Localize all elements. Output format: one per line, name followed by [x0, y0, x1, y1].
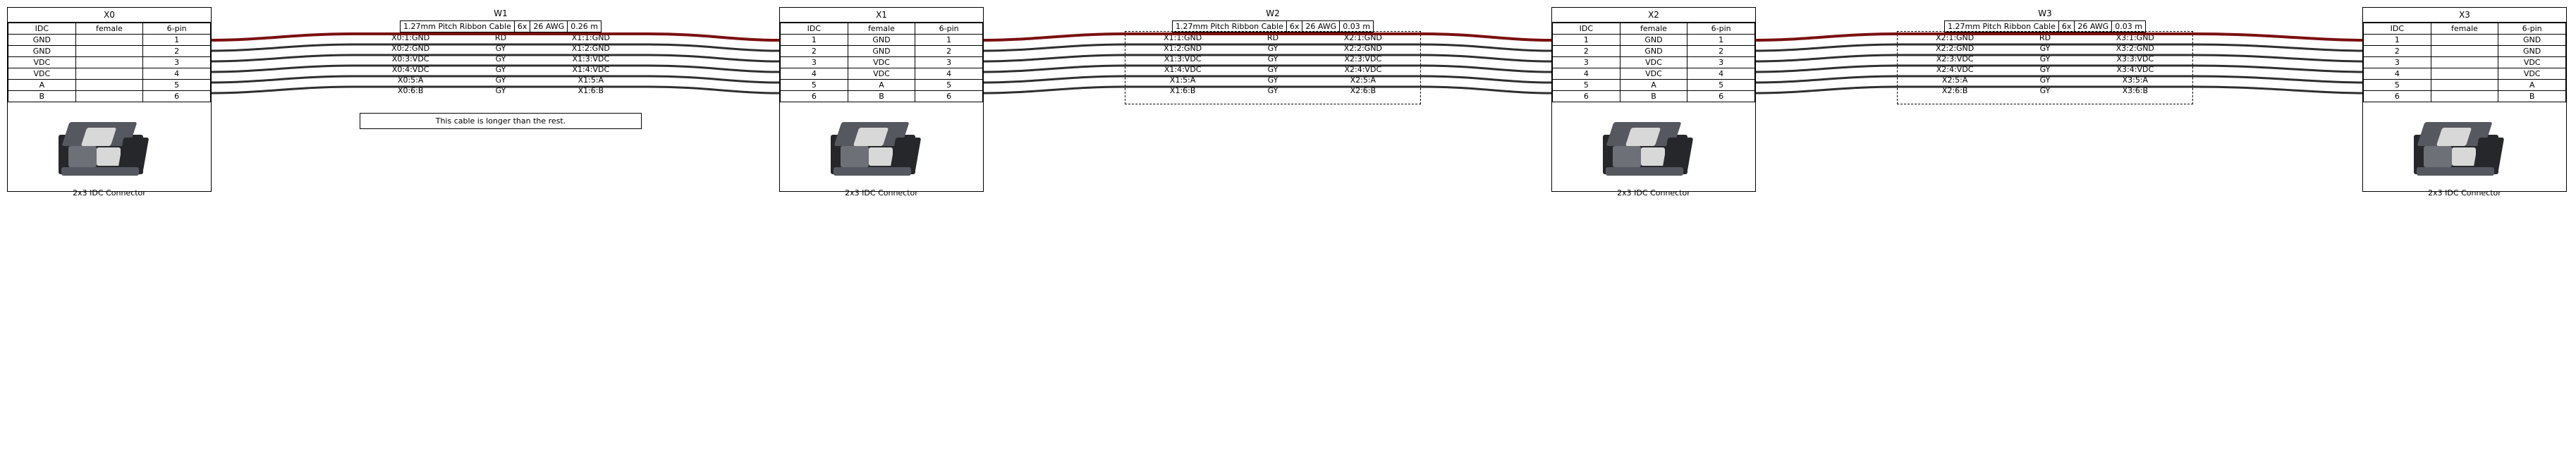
cable-w3-title: W3 — [2038, 8, 2052, 18]
wire-right-label: X3:3:VDC — [2116, 54, 2154, 63]
cable-w1-spec — [400, 20, 602, 32]
cell: VDC — [2498, 57, 2566, 68]
cable-spec-type: 1.27mm Pitch Ribbon Cable — [1945, 21, 2059, 32]
cell: 3 — [143, 57, 211, 68]
wire-right-label: X2:2:GND — [1343, 44, 1382, 53]
cell: B — [848, 91, 915, 102]
wire-left-label: X1:6:B — [1169, 86, 1196, 95]
cell: VDC — [848, 68, 915, 80]
cell: GND — [848, 35, 915, 46]
cable-spec-gauge: 26 AWG — [1302, 21, 1340, 32]
table-row — [781, 68, 983, 80]
cell: 1 — [1687, 35, 1755, 46]
cell: A — [1620, 80, 1687, 91]
cell: 6 — [915, 91, 983, 102]
table-row — [781, 35, 983, 46]
wire-row — [1125, 85, 1421, 96]
wire-row — [353, 85, 649, 96]
cable-w2-title: W2 — [1266, 8, 1280, 18]
connector-x2[interactable] — [1551, 7, 1756, 198]
cell — [75, 57, 143, 68]
wire-color-code: GY — [2039, 86, 2051, 95]
cell: 6 — [143, 91, 211, 102]
cell — [75, 91, 143, 102]
cable-w1-title: W1 — [494, 8, 508, 18]
table-row — [2364, 46, 2566, 57]
cell: 4 — [1687, 68, 1755, 80]
table-row — [2364, 57, 2566, 68]
cell — [75, 68, 143, 80]
cell — [75, 80, 143, 91]
wire-color-code: GY — [2039, 65, 2051, 74]
connector-x1-header-1: female — [848, 23, 915, 35]
wire-left-label: X0:5:A — [397, 75, 424, 85]
wire-color-code: RD — [2039, 33, 2051, 42]
connector-x2-header-0: IDC — [1553, 23, 1620, 35]
cell: 5 — [1687, 80, 1755, 91]
wire-color-code: GY — [495, 65, 506, 74]
idc-connector-image — [2408, 107, 2521, 180]
table-row — [1553, 57, 1755, 68]
connector-x1-photo — [780, 102, 983, 186]
connector-x2-pin-table — [1552, 23, 1755, 102]
cell: B — [2498, 91, 2566, 102]
table-row — [8, 46, 211, 57]
cell: 2 — [915, 46, 983, 57]
cell: 2 — [781, 46, 848, 57]
connector-x0-footer: 2x3 IDC Connector — [73, 188, 146, 198]
wire-row — [353, 32, 649, 43]
wire-left-label: X2:1:GND — [1936, 33, 1974, 42]
wire-row — [1125, 64, 1421, 75]
connector-x0-title: X0 — [8, 8, 211, 23]
cell: GND — [1620, 35, 1687, 46]
cell — [2431, 68, 2498, 80]
wire-color-code: GY — [495, 75, 506, 85]
cable-spec-gauge: 26 AWG — [2075, 21, 2112, 32]
wire-right-label: X1:4:VDC — [572, 65, 610, 74]
wire-left-label: X1:3:VDC — [1164, 54, 1202, 63]
connector-x3-pin-table — [2363, 23, 2566, 102]
cable-spec-type: 1.27mm Pitch Ribbon Cable — [401, 21, 515, 32]
table-row — [2364, 91, 2566, 102]
cell: 3 — [2364, 57, 2431, 68]
table-row — [781, 80, 983, 91]
wire-row — [1125, 54, 1421, 64]
cell — [2431, 35, 2498, 46]
wire-right-label: X1:5:A — [578, 75, 604, 85]
cell — [75, 46, 143, 57]
table-row — [1553, 91, 1755, 102]
cable-w2[interactable] — [1125, 7, 1421, 106]
wire-row — [1125, 43, 1421, 54]
cell: 1 — [781, 35, 848, 46]
wire-color-code: RD — [494, 33, 507, 42]
cell: 2 — [143, 46, 211, 57]
cable-spec-length: 0.03 m — [1340, 21, 1374, 32]
connector-x3-photo — [2363, 102, 2566, 186]
wire-right-label: X1:3:VDC — [572, 54, 610, 63]
wire-row — [353, 64, 649, 75]
wire-color-code: GY — [1267, 44, 1278, 53]
cell: GND — [1620, 46, 1687, 57]
cell: GND — [2498, 35, 2566, 46]
cable-w2-wire-labels — [1125, 32, 1421, 96]
cell: 3 — [1687, 57, 1755, 68]
wire-right-label: X3:4:VDC — [2116, 65, 2154, 74]
table-row — [781, 57, 983, 68]
cell: B — [1620, 91, 1687, 102]
cable-w1[interactable] — [353, 7, 649, 126]
wire-right-label: X2:6:B — [1350, 86, 1376, 95]
cell — [75, 35, 143, 46]
cell: 3 — [1553, 57, 1620, 68]
wire-row — [1897, 75, 2193, 85]
cell: 6 — [2364, 91, 2431, 102]
wire-row — [1897, 32, 2193, 43]
connector-x1-footer: 2x3 IDC Connector — [845, 188, 918, 198]
table-row — [1553, 35, 1755, 46]
cell — [2431, 91, 2498, 102]
cell: VDC — [2498, 68, 2566, 80]
wire-right-label: X1:2:GND — [571, 44, 610, 53]
wire-color-code: GY — [1267, 54, 1278, 63]
wire-right-label: X2:4:VDC — [1344, 65, 1382, 74]
wire-row — [1897, 54, 2193, 64]
cable-spec-gauge: 26 AWG — [530, 21, 568, 32]
connector-x0-header-0: IDC — [8, 23, 76, 35]
connector-x0[interactable] — [7, 7, 212, 198]
wire-left-label: X1:1:GND — [1164, 33, 1202, 42]
table-row — [781, 46, 983, 57]
connector-x1-pin-table — [780, 23, 983, 102]
connector-x2-header-1: female — [1620, 23, 1687, 35]
wire-right-label: X1:1:GND — [571, 33, 610, 42]
wire-color-code: GY — [2039, 54, 2051, 63]
connector-x2-footer: 2x3 IDC Connector — [1617, 188, 1690, 198]
table-row — [8, 57, 211, 68]
connector-x2-photo — [1552, 102, 1755, 186]
wire-row — [353, 75, 649, 85]
table-row — [781, 91, 983, 102]
cell: 4 — [1553, 68, 1620, 80]
wire-right-label: X3:5:A — [2122, 75, 2149, 85]
connector-x1-header-2: 6-pin — [915, 23, 983, 35]
connector-x3[interactable] — [2362, 7, 2567, 198]
table-row — [1553, 68, 1755, 80]
connector-x3-header-2: 6-pin — [2498, 23, 2566, 35]
connector-x2-header-2: 6-pin — [1687, 23, 1755, 35]
idc-connector-image — [53, 107, 166, 180]
cell: 2 — [1687, 46, 1755, 57]
cell: A — [848, 80, 915, 91]
wire-row — [1125, 75, 1421, 85]
wire-row — [353, 43, 649, 54]
wire-color-code: GY — [495, 54, 506, 63]
cell: 6 — [1553, 91, 1620, 102]
wire-color-code: GY — [1267, 65, 1278, 74]
cell: 2 — [1553, 46, 1620, 57]
cell: 5 — [915, 80, 983, 91]
table-row — [1553, 80, 1755, 91]
cell: 4 — [781, 68, 848, 80]
connector-x0-photo — [8, 102, 211, 186]
wire-left-label: X0:4:VDC — [391, 65, 429, 74]
connector-x0-pin-table — [8, 23, 211, 102]
cell: 6 — [1687, 91, 1755, 102]
cell: GND — [2498, 46, 2566, 57]
wire-row — [1897, 43, 2193, 54]
cell: 1 — [915, 35, 983, 46]
connector-x0-header-2: 6-pin — [143, 23, 211, 35]
cell: GND — [8, 35, 76, 46]
cable-spec-length: 0.03 m — [2112, 21, 2146, 32]
wire-color-code: GY — [1267, 86, 1278, 95]
cell: VDC — [1620, 57, 1687, 68]
connector-x3-header-0: IDC — [2364, 23, 2431, 35]
wire-left-label: X0:2:GND — [391, 44, 430, 53]
wire-left-label: X1:5:A — [1169, 75, 1196, 85]
table-row — [2364, 68, 2566, 80]
cell: 1 — [1553, 35, 1620, 46]
cell: 4 — [2364, 68, 2431, 80]
connector-x1-title: X1 — [780, 8, 983, 23]
cell: 2 — [2364, 46, 2431, 57]
wire-right-label: X3:1:GND — [2116, 33, 2154, 42]
wire-color-code: GY — [495, 44, 506, 53]
cell — [2431, 80, 2498, 91]
wire-right-label: X2:3:VDC — [1344, 54, 1382, 63]
wire-left-label: X0:1:GND — [391, 33, 430, 42]
idc-connector-image — [825, 107, 938, 180]
wire-left-label: X2:4:VDC — [1936, 65, 1974, 74]
cell — [2431, 57, 2498, 68]
wire-left-label: X2:5:A — [1941, 75, 1968, 85]
cell: 3 — [781, 57, 848, 68]
cell: 1 — [2364, 35, 2431, 46]
connector-x1-header-0: IDC — [781, 23, 848, 35]
table-row — [2364, 80, 2566, 91]
cell: 1 — [143, 35, 211, 46]
wire-color-code: GY — [2039, 75, 2051, 85]
wire-color-code: GY — [2039, 44, 2051, 53]
cell — [2431, 46, 2498, 57]
cell: 5 — [1553, 80, 1620, 91]
cell: GND — [848, 46, 915, 57]
wire-color-code: GY — [1267, 75, 1278, 85]
wire-right-label: X2:5:A — [1350, 75, 1376, 85]
cell: GND — [8, 46, 76, 57]
wire-right-label: X3:2:GND — [2116, 44, 2154, 53]
cell: VDC — [1620, 68, 1687, 80]
cell: VDC — [8, 57, 76, 68]
cable-w3[interactable] — [1897, 7, 2193, 106]
cell: 6 — [781, 91, 848, 102]
table-row — [2364, 35, 2566, 46]
connector-x0-header-1: female — [75, 23, 143, 35]
cell: B — [8, 91, 76, 102]
wire-right-label: X3:6:B — [2122, 86, 2149, 95]
wire-row — [353, 54, 649, 64]
cell: A — [8, 80, 76, 91]
cell: VDC — [8, 68, 76, 80]
table-row — [1553, 46, 1755, 57]
wire-left-label: X2:2:GND — [1936, 44, 1974, 53]
table-row — [8, 80, 211, 91]
cell: 4 — [915, 68, 983, 80]
wire-row — [1897, 85, 2193, 96]
cell: 5 — [781, 80, 848, 91]
cable-w1-note: This cable is longer than the rest. — [360, 113, 642, 129]
idc-connector-image — [1597, 107, 1710, 180]
cell: 5 — [2364, 80, 2431, 91]
cable-spec-count: 6x — [1286, 21, 1302, 32]
connector-x3-title: X3 — [2363, 8, 2566, 23]
cable-spec-type: 1.27mm Pitch Ribbon Cable — [1173, 21, 1287, 32]
wire-left-label: X1:2:GND — [1164, 44, 1202, 53]
wire-left-label: X1:4:VDC — [1164, 65, 1202, 74]
cell: 5 — [143, 80, 211, 91]
cable-spec-count: 6x — [2058, 21, 2075, 32]
table-row — [8, 35, 211, 46]
wire-right-label: X1:6:B — [578, 86, 604, 95]
cell: VDC — [848, 57, 915, 68]
wire-left-label: X0:3:VDC — [391, 54, 429, 63]
cable-spec-count: 6x — [514, 21, 530, 32]
connector-x2-title: X2 — [1552, 8, 1755, 23]
table-row — [8, 68, 211, 80]
connector-x3-header-1: female — [2431, 23, 2498, 35]
wire-color-code: GY — [495, 86, 506, 95]
wire-right-label: X2:1:GND — [1343, 33, 1382, 42]
table-row — [8, 91, 211, 102]
cable-w3-wire-labels — [1897, 32, 2193, 96]
cable-spec-length: 0.26 m — [568, 21, 602, 32]
wire-row — [1897, 64, 2193, 75]
cell: 4 — [143, 68, 211, 80]
connector-x1[interactable] — [779, 7, 984, 198]
wire-left-label: X2:3:VDC — [1936, 54, 1974, 63]
cell: A — [2498, 80, 2566, 91]
connector-x3-footer: 2x3 IDC Connector — [2428, 188, 2501, 198]
cell: 3 — [915, 57, 983, 68]
wire-left-label: X2:6:B — [1941, 86, 1968, 95]
wire-color-code: RD — [1266, 33, 1279, 42]
cable-w1-wire-labels — [353, 32, 649, 96]
wire-row — [1125, 32, 1421, 43]
wire-left-label: X0:6:B — [397, 86, 424, 95]
